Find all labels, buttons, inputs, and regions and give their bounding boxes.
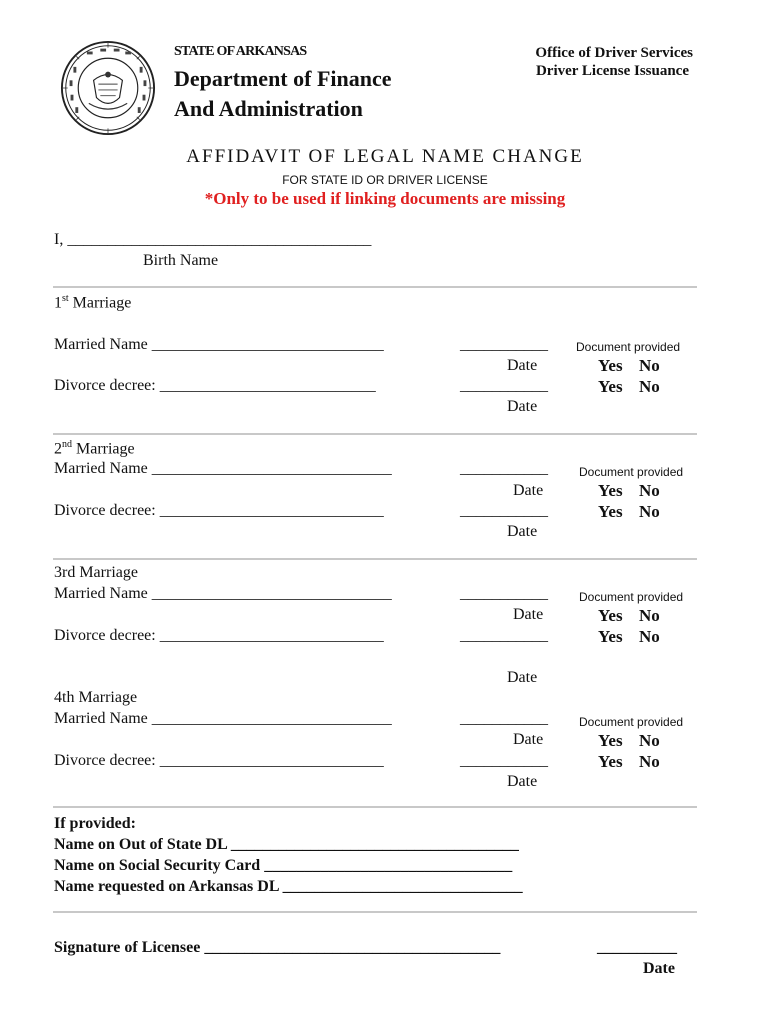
marriage-3-divorce-decree-field[interactable]: Divorce decree: ____________________________ — [54, 627, 384, 644]
marriage-1-married-date-field[interactable]: ___________ — [460, 336, 548, 353]
marriage-4-label: 4th Marriage — [54, 689, 138, 706]
marriage-2-married-yes-option[interactable]: Yes — [598, 481, 623, 500]
marriage-3-married-no-option[interactable]: No — [639, 606, 660, 625]
marriage-2-label: 2nd Marriage — [54, 439, 135, 458]
marriage-1-married-name-field[interactable]: Married Name _____________________________ — [54, 336, 384, 353]
marriage-3-married-date-field[interactable]: ___________ — [460, 585, 548, 602]
marriage-1-label: 1st Marriage — [54, 293, 132, 312]
social-security-card-name-field[interactable]: Name on Social Security Card _______________________________ — [54, 857, 513, 874]
marriage-2-document-provided-label: Document provided — [579, 465, 684, 479]
office-name-line2: Driver License Issuance — [535, 63, 689, 79]
marriage-4-divorce-decree-field[interactable]: Divorce decree: ____________________________ — [54, 752, 384, 769]
form-title: AFFIDAVIT OF LEGAL NAME CHANGE — [186, 146, 584, 167]
marriage-1-divorce-date-caption: Date — [507, 398, 538, 415]
marriage-4-married-no-option[interactable]: No — [639, 731, 660, 750]
birth-name-caption: Birth Name — [143, 252, 219, 269]
marriage-3-married-name-field[interactable]: Married Name ______________________________ — [54, 585, 392, 602]
marriage-4-divorce-date-caption: Date — [507, 773, 538, 790]
marriage-4-married-date-caption: Date — [513, 731, 544, 748]
marriage-3-divorce-date-caption: Date — [507, 669, 538, 686]
marriage-2-divorce-no-option[interactable]: No — [639, 502, 660, 521]
if-provided-heading: If provided: — [54, 815, 136, 832]
department-title-line2: And Administration — [174, 96, 363, 121]
marriage-3-married-date-caption: Date — [513, 606, 544, 623]
marriage-2-divorce-date-caption: Date — [507, 523, 538, 540]
office-name-line1: Office of Driver Services — [535, 45, 693, 61]
marriage-2-married-date-field[interactable]: ___________ — [460, 460, 548, 477]
marriage-2-married-name-field[interactable]: Married Name ______________________________ — [54, 460, 392, 477]
marriage-4-divorce-no-option[interactable]: No — [639, 752, 660, 771]
marriage-3-label: 3rd Marriage — [54, 564, 138, 581]
marriage-2-divorce-yes-option[interactable]: Yes — [598, 502, 623, 521]
marriage-3-document-provided-label: Document provided — [579, 590, 684, 604]
marriage-1-divorce-date-field[interactable]: ___________ — [460, 377, 548, 394]
marriage-3-divorce-yes-option[interactable]: Yes — [598, 627, 623, 646]
state-seal-icon — [60, 40, 156, 136]
department-title-line1: Department of Finance — [174, 66, 392, 91]
marriage-4-document-provided-label: Document provided — [579, 715, 684, 729]
requested-arkansas-dl-name-field[interactable]: Name requested on Arkansas DL ______________________________ — [54, 878, 523, 895]
licensee-signature-field[interactable]: Signature of Licensee _____________________________________ — [54, 939, 501, 956]
state-name: STATE OF ARKANSAS — [174, 44, 307, 59]
marriage-4-divorce-date-field[interactable]: ___________ — [460, 752, 548, 769]
signature-date-caption: Date — [643, 960, 675, 977]
divider — [53, 286, 697, 288]
marriage-1-married-date-caption: Date — [507, 357, 538, 374]
marriage-2-divorce-date-field[interactable]: ___________ — [460, 502, 548, 519]
marriage-4-divorce-yes-option[interactable]: Yes — [598, 752, 623, 771]
marriage-2-married-no-option[interactable]: No — [639, 481, 660, 500]
divider — [53, 433, 697, 435]
marriage-4-married-yes-option[interactable]: Yes — [598, 731, 623, 750]
marriage-1-married-yes-option[interactable]: Yes — [598, 356, 623, 375]
divider — [53, 806, 697, 808]
birth-name-field[interactable]: I, ______________________________________ — [54, 231, 372, 248]
marriage-2-divorce-decree-field[interactable]: Divorce decree: ____________________________ — [54, 502, 384, 519]
marriage-1-document-provided-label: Document provided — [576, 340, 681, 354]
marriage-1-divorce-yes-option[interactable]: Yes — [598, 377, 623, 396]
marriage-4-married-date-field[interactable]: ___________ — [460, 710, 548, 727]
form-subtitle: FOR STATE ID OR DRIVER LICENSE — [282, 173, 488, 187]
marriage-3-married-yes-option[interactable]: Yes — [598, 606, 623, 625]
out-of-state-dl-name-field[interactable]: Name on Out of State DL ____________________________________ — [54, 836, 519, 853]
marriage-1-divorce-no-option[interactable]: No — [639, 377, 660, 396]
marriage-1-married-no-option[interactable]: No — [639, 356, 660, 375]
form-warning: *Only to be used if linking documents are missing — [204, 189, 566, 208]
divider — [53, 911, 697, 913]
marriage-3-divorce-no-option[interactable]: No — [639, 627, 660, 646]
marriage-4-married-name-field[interactable]: Married Name ______________________________ — [54, 710, 392, 727]
marriage-2-married-date-caption: Date — [513, 482, 544, 499]
divider — [53, 558, 697, 560]
signature-date-field[interactable]: __________ — [597, 939, 677, 956]
marriage-1-divorce-decree-field[interactable]: Divorce decree: ___________________________ — [54, 377, 376, 394]
marriage-3-divorce-date-field[interactable]: ___________ — [460, 627, 548, 644]
